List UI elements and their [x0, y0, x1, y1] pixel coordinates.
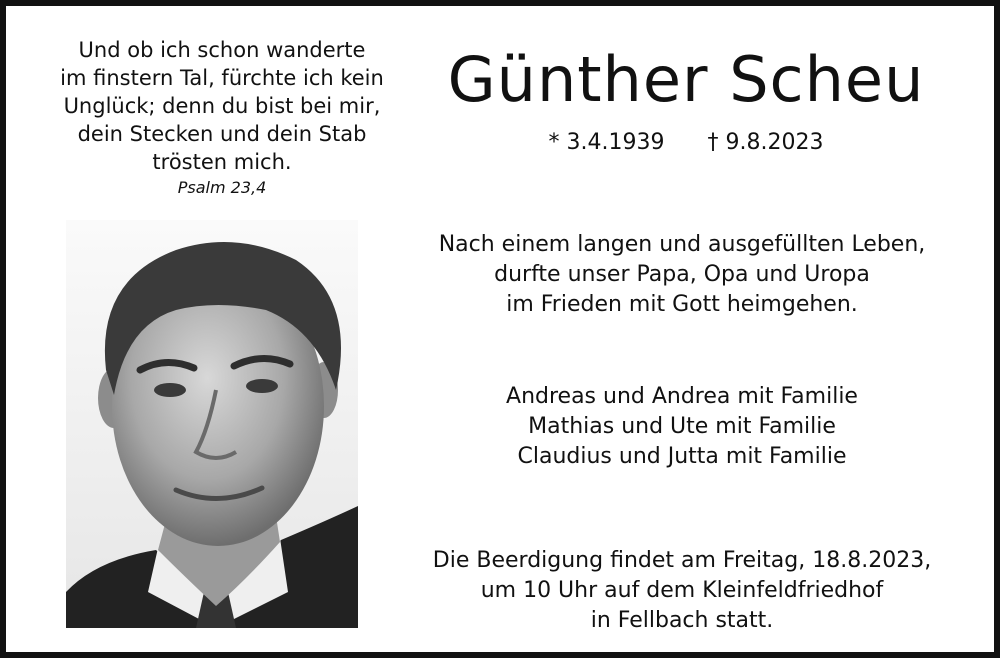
- verse-line: Unglück; denn du bist bei mir,: [63, 94, 381, 118]
- family-line: Claudius und Jutta mit Familie: [517, 444, 847, 469]
- verse-line: dein Stecken und dein Stab: [77, 122, 367, 146]
- message-line: Nach einem langen und ausgefüllten Leben,: [438, 232, 926, 257]
- family-block: [382, 382, 982, 472]
- verse-line: im finstern Tal, fürchte ich kein: [60, 66, 384, 90]
- funeral-line: in Fellbach statt.: [590, 608, 774, 633]
- funeral-line: Die Beerdigung findet am Freitag, 18.8.2023,: [432, 548, 932, 573]
- birth-date: * 3.4.1939: [548, 130, 665, 155]
- portrait-illustration: [66, 220, 358, 628]
- message-line: durfte unser Papa, Opa und Uropa: [494, 262, 870, 287]
- family-line: Andreas und Andrea mit Familie: [506, 384, 858, 409]
- verse-source: Psalm 23,4: [177, 178, 267, 197]
- verse-line: trösten mich.: [152, 150, 292, 174]
- verse-line: Und ob ich schon wanderte: [78, 38, 366, 62]
- bible-verse: [42, 36, 402, 199]
- funeral-block: [382, 546, 982, 636]
- life-dates: [406, 128, 966, 158]
- funeral-line: um 10 Uhr auf dem Kleinfeldfriedhof: [480, 578, 884, 603]
- message-block: [382, 230, 982, 320]
- family-line: Mathias und Ute mit Familie: [528, 414, 836, 439]
- death-date: † 9.8.2023: [707, 130, 824, 155]
- portrait-photo: [66, 220, 358, 628]
- message-line: im Frieden mit Gott heimgehen.: [506, 292, 858, 317]
- deceased-name: Günther Scheu: [447, 43, 925, 116]
